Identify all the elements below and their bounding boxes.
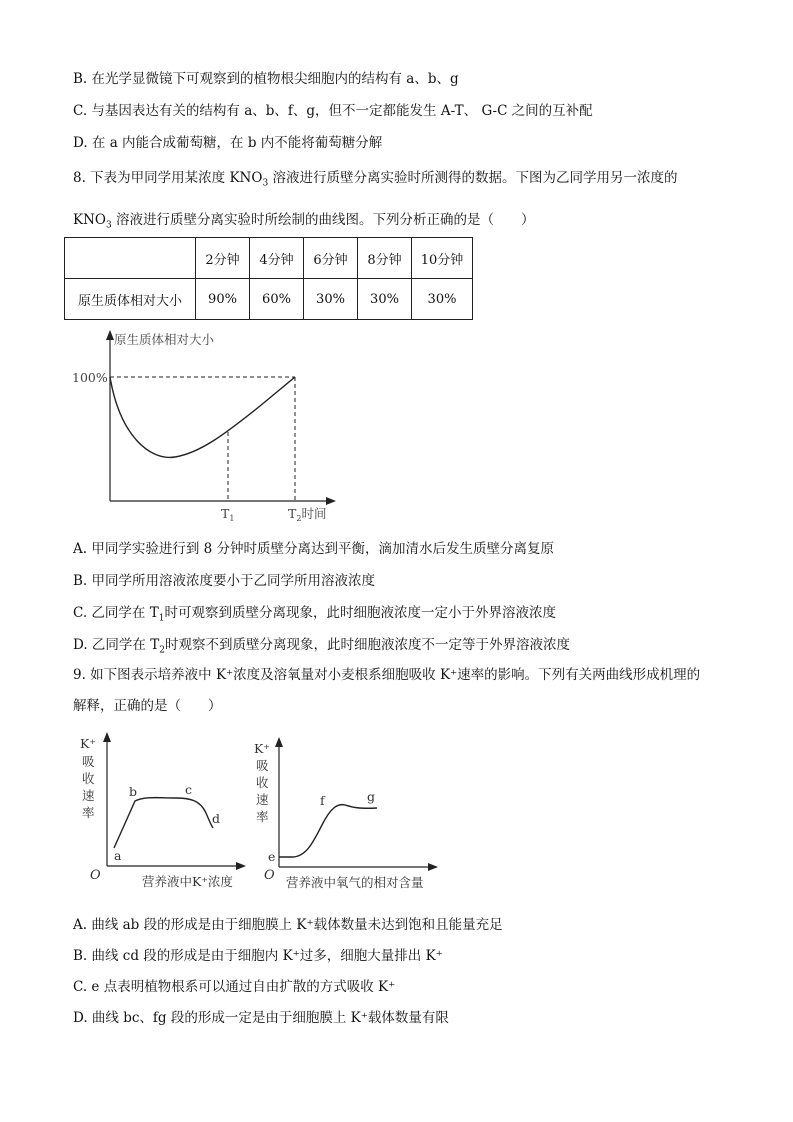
graph-y100-label: 100%: [72, 370, 108, 385]
q9-option-c: C. e 点表明植物根系可以通过自由扩散的方式吸收 K⁺: [73, 979, 396, 995]
x-axis-arrow: [236, 862, 246, 870]
point-f-label: f: [320, 793, 325, 808]
table-row-label: 原生质体相对大小: [65, 279, 196, 320]
graph-ylabel-k: K⁺: [80, 736, 96, 751]
graph-ylabel-2: 收: [256, 775, 269, 790]
q9-graph-left: [80, 728, 260, 893]
table-header-cell: 8分钟: [358, 238, 412, 279]
table-header-cell: [65, 238, 196, 279]
graph-ylabel-k: K⁺: [254, 741, 270, 756]
q9-option-b: B. 曲线 cd 段的形成是由于细胞内 K⁺过多，细胞大量排出 K⁺: [73, 948, 443, 964]
graph-xlabel: 营养液中K⁺浓度: [142, 874, 233, 889]
table-header-cell: 4分钟: [250, 238, 304, 279]
graph-xlabel: 营养液中氧气的相对含量: [286, 875, 424, 890]
q9-graph-right: [252, 735, 452, 895]
table-cell: 90%: [196, 279, 250, 320]
q8-option-c: C. 乙同学在 $T_1$时可观察到质壁分离现象，此时细胞液浓度一定小于外界溶液浓度: [73, 605, 556, 624]
graph-ylabel: 原生质体相对大小: [114, 332, 215, 347]
y-axis-arrow: [275, 737, 283, 747]
point-g-label: g: [367, 789, 376, 804]
k-concentration-curve: [114, 798, 213, 848]
protoplast-curve: [110, 377, 295, 457]
point-e-label: e: [268, 849, 276, 864]
table-cell: 30%: [412, 279, 473, 320]
graph-ylabel-4: 率: [82, 805, 95, 820]
q9-option-a: A. 曲线 ab 段的形成是由于细胞膜上 K⁺载体数量未达到饱和且能量充足: [73, 917, 503, 933]
q8-option-b: B. 甲同学所用溶液浓度要小于乙同学所用溶液浓度: [73, 573, 376, 589]
point-d-label: d: [212, 811, 221, 826]
q8-graph: [60, 326, 360, 526]
point-b-label: b: [129, 784, 138, 799]
y-axis-arrow: [106, 330, 114, 340]
table-row: [65, 279, 473, 320]
graph-ylabel-3: 速: [82, 788, 95, 803]
q8-stem-line2: $KNO_3$ 溶液进行质壁分离实验时所绘制的曲线图。下列分析正确的是（ ）: [73, 212, 535, 231]
x-axis-arrow: [326, 497, 336, 505]
table-header-cell: 2分钟: [196, 238, 250, 279]
graph-ylabel-3: 速: [256, 792, 269, 807]
point-a-label: a: [114, 848, 122, 863]
graph-ylabel-1: 吸: [256, 758, 269, 773]
graph-ylabel-2: 收: [82, 771, 95, 786]
origin-label: O: [90, 868, 101, 883]
graph-t2-label: $T_2$时间: [288, 506, 327, 523]
q9-stem-line1: 9. 如下图表示培养液中 K⁺浓度及溶氧量对小麦根系细胞吸收 K⁺速率的影响。下列有关两曲线形成机理的: [73, 667, 701, 683]
table-header-row: [65, 238, 473, 279]
y-axis-arrow: [103, 732, 111, 742]
point-c-label: c: [185, 782, 193, 797]
graph-t1-label: $T_1$: [221, 506, 235, 523]
q9-option-d: D. 曲线 bc、fg 段的形成一定是由于细胞膜上 K⁺载体数量有限: [73, 1010, 449, 1026]
graph-ylabel-1: 吸: [82, 754, 95, 769]
q7-option-b: B. 在光学显微镜下可观察到的植物根尖细胞内的结构有 a、b、g: [73, 71, 459, 87]
q9-stem-line2: 解释，正确的是（ ）: [73, 698, 222, 714]
table-header-cell: 6分钟: [304, 238, 358, 279]
q7-option-c: C. 与基因表达有关的结构有 a、b、f、g，但不一定都能发生 A-T、 G-C 之间的互补配: [73, 103, 593, 119]
q8-data-table: [64, 237, 473, 320]
graph-ylabel-4: 率: [256, 809, 269, 824]
table-cell: 30%: [358, 279, 412, 320]
q8-stem-line1: 8. 下表为甲同学用某浓度 $KNO_3$ 溶液进行质壁分离实验时所测得的数据。下图为乙同学用另一浓度的: [73, 170, 678, 189]
oxygen-curve: [279, 805, 377, 857]
q7-option-d: D. 在 a 内能合成葡萄糖，在 b 内不能将葡萄糖分解: [73, 135, 383, 151]
x-axis-arrow: [428, 863, 438, 871]
q8-option-a: A. 甲同学实验进行到 8 分钟时质壁分离达到平衡，滴加清水后发生质壁分离复原: [73, 541, 555, 557]
table-header-cell: 10分钟: [412, 238, 473, 279]
table-cell: 30%: [304, 279, 358, 320]
origin-label: O: [264, 868, 275, 883]
q8-option-d: D. 乙同学在 $T_2$时观察不到质壁分离现象，此时细胞液浓度不一定等于外界溶液浓度: [73, 637, 570, 656]
table-cell: 60%: [250, 279, 304, 320]
